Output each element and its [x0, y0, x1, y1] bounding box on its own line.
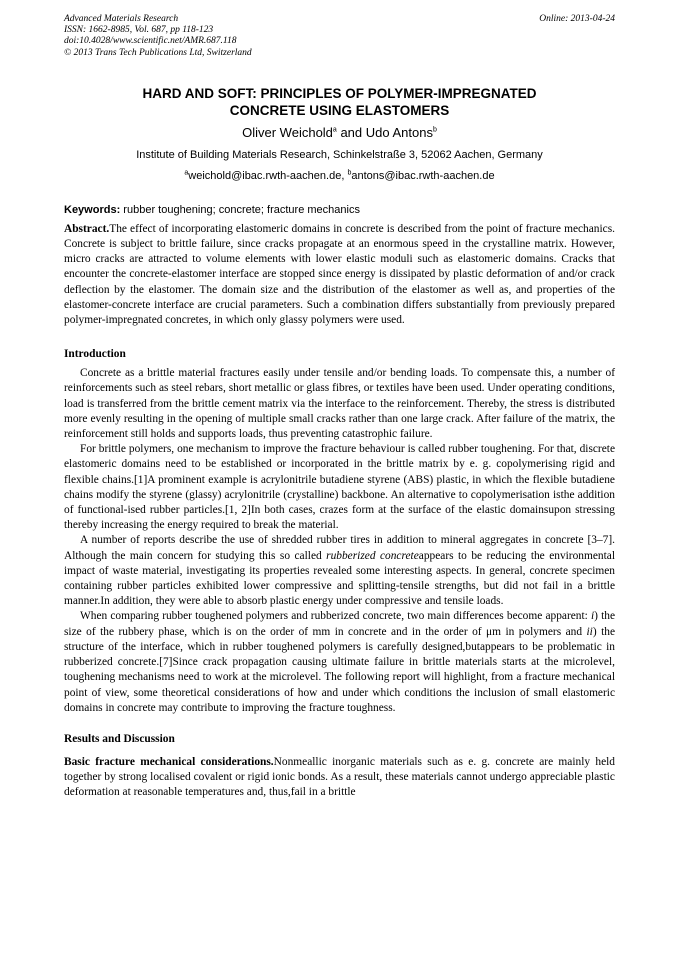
- intro-p4-part-c: ) the structure of the interface, which in rubber toughened polymers is carefully designed,butappears to be problematic in rubberized concrete.[7]Since crack propagation causing ultimate failure in brittle materials starts at the microlevel, toughening mechanisms need to work at the microlevel. The following report will highlight, from a fracture mechanical point of view, some theoretical considerations of how and under which conditions the inclusion of small elastomeric domains in concrete may contribute to improving the fracture toughness.: [64, 625, 616, 714]
- intro-p4-part-a: When comparing rubber toughened polymers and rubberized concrete, two main differences become apparent:: [80, 610, 591, 623]
- results-text: Nonmeallic inorganic materials such as e. g. concrete are mainly held together by strong localised covalent or rigid ionic bonds. As a result, these materials cannot undergo appreciable plastic deformation at reasonable temperatures and, thus,fail in a brittle: [64, 755, 615, 799]
- email-a-mark: a: [184, 169, 189, 177]
- doi-line: doi:10.4028/www.scientific.net/AMR.687.118: [64, 36, 237, 47]
- online-date: Online: 2013-04-24: [539, 14, 615, 24]
- section-heading-introduction: Introduction: [64, 348, 126, 361]
- email-b[interactable]: antons@ibac.rwth-aachen.de: [351, 169, 495, 182]
- intro-paragraph-4: [64, 609, 615, 715]
- email-separator: ,: [341, 169, 348, 182]
- affiliation: Institute of Building Materials Research, Schinkelstraße 3, 52062 Aachen, Germany: [136, 148, 543, 161]
- email-b-mark: b: [347, 169, 352, 177]
- authors: [64, 125, 615, 140]
- keywords: [64, 204, 615, 216]
- paper-page: [64, 14, 615, 801]
- intro-p3-start: A number of reports describe the use of shredded rubber tires in addition to mineral aggregates in concrete [3–7]. Although the main concern for studying this so called: [64, 534, 615, 562]
- abstract: [64, 222, 615, 328]
- section-heading-results: Results and Discussion: [64, 732, 175, 745]
- author-1-affil-mark: a: [332, 126, 337, 134]
- keywords-label: Keywords:: [64, 203, 121, 216]
- author-2-affil-mark: b: [432, 126, 437, 134]
- author-emails: [64, 170, 615, 182]
- paper-title: [64, 85, 615, 119]
- intro-p3-end: appears to be reducing the environmental impact of waste material, investigating its properties revealed some interesting aspects. In general, concrete specimen containing rubber particles exhibited lower compressive and splitting-tensile strengths, but did not fail in a brittle manner.In addition, they were able to absorb plastic energy under compressive and tensile loads.: [64, 549, 615, 608]
- intro-p4-roman-ii: ii: [586, 625, 593, 638]
- intro-p4-roman-i: i: [590, 610, 595, 623]
- results-subheading: Basic fracture mechanical considerations.: [64, 755, 274, 768]
- journal-header: [64, 14, 615, 59]
- intro-p3-italic-term: rubberized concrete: [326, 549, 419, 562]
- journal-name: Advanced Materials Research: [64, 14, 179, 24]
- issn-line: ISSN: 1662-8985, Vol. 687, pp 118-123: [64, 25, 214, 36]
- abstract-label: Abstract.: [64, 222, 110, 235]
- keywords-text: rubber toughening; concrete; fracture mechanics: [120, 203, 360, 216]
- results-body: [64, 755, 615, 801]
- introduction-body: [64, 366, 615, 716]
- title-line-1: HARD AND SOFT: PRINCIPLES OF POLYMER-IMPREGNATED: [142, 85, 537, 101]
- intro-paragraph-2: For brittle polymers, one mechanism to improve the fracture behaviour is called rubber toughening. For that, discrete elastomeric domains need to be established or incorporated in the brittle matrix by e. g. copolymerising rigid and flexible chains.[1]A prominent example is acrylonitrile butadiene styrene (ABS) plastic, in which the flexible butadiene chains modify the styrene (glassy) acrylonitrile (crystalline) backbone. An alternative to copolymerisation isthe addition of functional-ised rubber particles.[1, 2]In both cases, crazes form at the surface of the elastic domainsupon stressing thereby increasing the energy required to break the material.: [64, 443, 615, 532]
- intro-paragraph-1: Concrete as a brittle material fractures easily under tensile and/or bending loads. To compensate this, a number of reinforcements such as steel rebars, short metallic or glass fibres, or textiles have been used. Under operating conditions, load is transferred from the brittle cement matrix via the interface to the reinforcement. Thereby, the stress is distributed more evenly resulting in the opening of multiple small cracks rather than one large crack. After failure of the matrix, the reinforcement still holds and supports loads, thus preventing catastrophic failure.: [64, 367, 615, 441]
- abstract-text: The effect of incorporating elastomeric domains in concrete is described from the point of fracture mechanics. Concrete is subject to brittle failure, since cracks propagate at an enormous speed in the crystalline matrix. However, micro cracks are attracted to volume elements with lower elastic moduli such as elastomeric domains. Cracks that encounter the concrete-elastomer interface are stopped since energy is dissipated by plastic deformation of and/or crack deflection by the elastomer. The domain size and the distribution of the elastomer as well as, and properties of the elastomer-concrete interface are crucial parameters. Such a combination differs substantially from previously prepared polymer-impregnated concretes, in which only glassy polymers were used.: [64, 222, 615, 327]
- author-2: Udo Antons: [365, 124, 433, 140]
- email-a[interactable]: weichold@ibac.rwth-aachen.de: [188, 169, 342, 182]
- author-conjunction: and: [336, 124, 366, 140]
- author-1: Oliver Weichold: [242, 124, 333, 140]
- intro-paragraph-3: [64, 533, 615, 609]
- copyright-line: © 2013 Trans Tech Publications Ltd, Switzerland: [64, 47, 252, 58]
- title-line-2: CONCRETE USING ELASTOMERS: [229, 102, 450, 118]
- intro-p4-part-b: ) the size of the rubbery phase, which is on the order of mm in concrete and in the order of μm in polymers and: [64, 610, 615, 638]
